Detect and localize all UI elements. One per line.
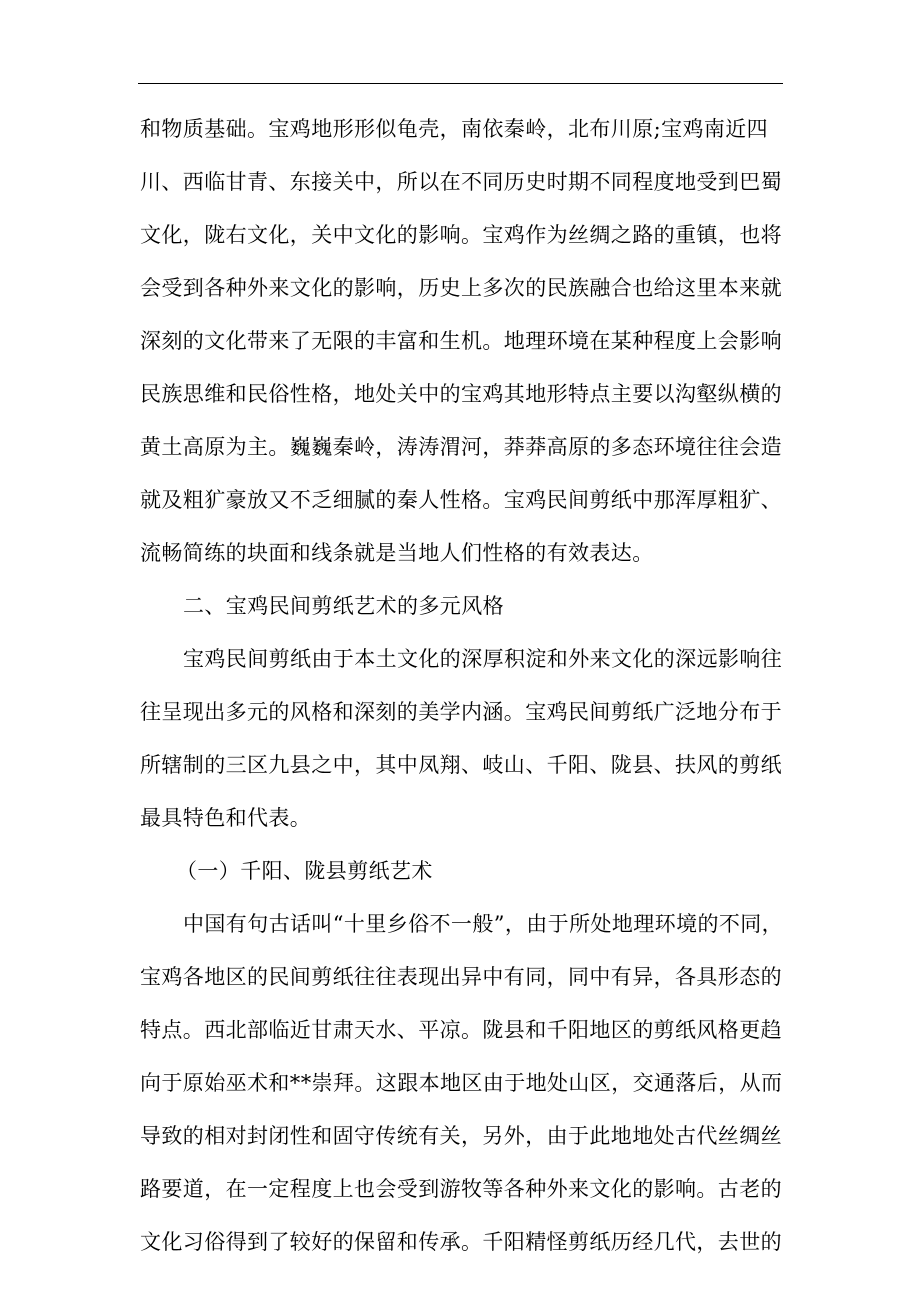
paragraph-line: 中国有句古话叫“十里乡俗不一般”，由于所处地理环境的不同， <box>183 912 784 936</box>
paragraph-line: 导致的相对封闭性和固守传统有关，另外，由于此地地处古代丝绸丝 <box>140 1124 782 1148</box>
paragraph-line: 宝鸡各地区的民间剪纸往往表现出异中有同，同中有异，各具形态的 <box>140 965 782 989</box>
paragraph-line: 会受到各种外来文化的影响，历史上多次的民族融合也给这里本来就 <box>140 276 782 300</box>
paragraph-line: 流畅简练的块面和线条就是当地人们性格的有效表达。 <box>140 541 654 565</box>
paragraph-line: 就及粗犷豪放又不乏细腻的秦人性格。宝鸡民间剪纸中那浑厚粗犷、 <box>140 488 782 512</box>
paragraph-line: 深刻的文化带来了无限的丰富和生机。地理环境在某种程度上会影响 <box>140 329 782 353</box>
paragraph-line: 路要道，在一定程度上也会受到游牧等各种外来文化的影响。古老的 <box>140 1177 782 1201</box>
paragraph-line: 最具特色和代表。 <box>140 806 312 830</box>
header-rule <box>138 83 783 84</box>
paragraph-line: 宝鸡民间剪纸由于本土文化的深厚积淀和外来文化的深远影响往 <box>183 647 783 671</box>
paragraph-line: 往呈现出多元的风格和深刻的美学内涵。宝鸡民间剪纸广泛地分布于 <box>140 700 782 724</box>
section-heading: 二、宝鸡民间剪纸艺术的多元风格 <box>183 594 504 618</box>
subsection-heading: （一）千阳、陇县剪纸艺术 <box>176 859 433 883</box>
paragraph-line: 向于原始巫术和**崇拜。这跟本地区由于地处山区，交通落后，从而 <box>140 1071 783 1095</box>
paragraph-line: 黄土高原为主。巍巍秦岭，涛涛渭河，莽莽高原的多态环境往往会造 <box>140 435 782 459</box>
paragraph-line: 和物质基础。宝鸡地形形似龟壳，南依秦岭，北布川原;宝鸡南近四 <box>140 117 769 141</box>
paragraph-line: 文化习俗得到了较好的保留和传承。千阳精怪剪纸历经几代，去世的 <box>140 1230 782 1254</box>
paragraph-line: 民族思维和民俗性格，地处关中的宝鸡其地形特点主要以沟壑纵横的 <box>140 382 782 406</box>
paragraph-line: 文化，陇右文化，关中文化的影响。宝鸡作为丝绸之路的重镇，也将 <box>140 223 782 247</box>
paragraph-line: 特点。西北部临近甘肃天水、平凉。陇县和千阳地区的剪纸风格更趋 <box>140 1018 782 1042</box>
paragraph-line: 所辖制的三区九县之中，其中凤翔、岐山、千阳、陇县、扶风的剪纸 <box>140 753 782 777</box>
paragraph-line: 川、西临甘青、东接关中，所以在不同历史时期不同程度地受到巴蜀 <box>140 170 782 194</box>
